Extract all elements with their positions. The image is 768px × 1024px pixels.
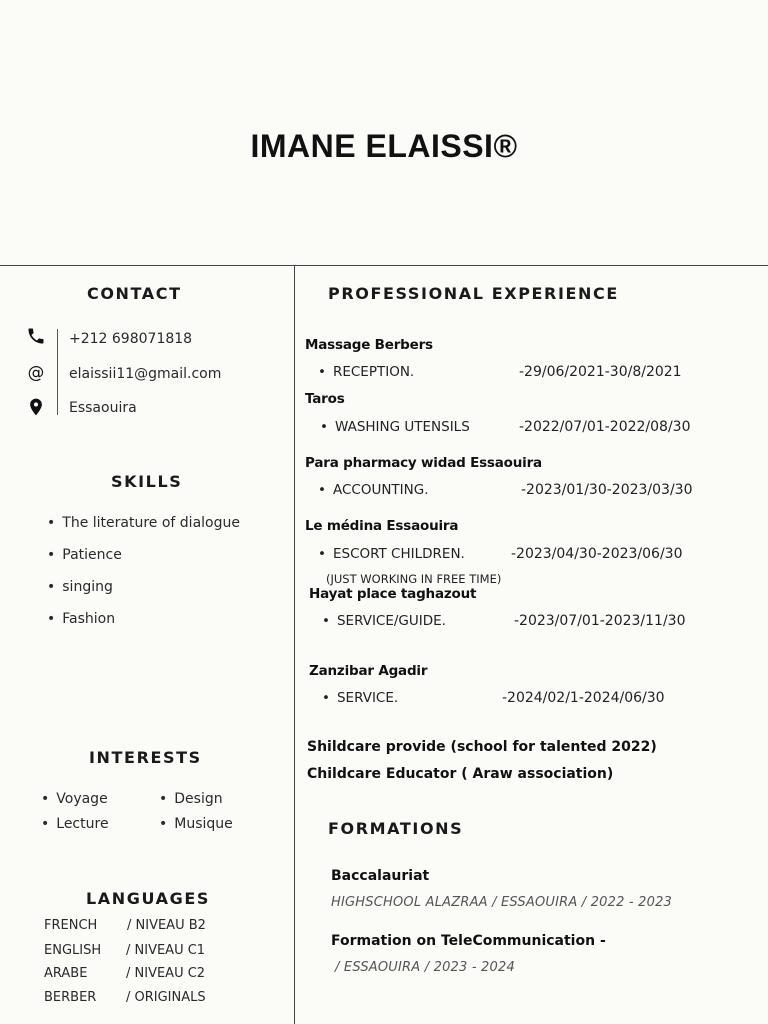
skill-item: • singing xyxy=(47,579,113,595)
job-company: Taros xyxy=(305,391,345,407)
language-name: ARABE xyxy=(44,966,88,981)
job-dates: -29/06/2021-30/8/2021 xyxy=(519,364,682,380)
location-pin-icon xyxy=(25,396,47,418)
language-level: / NIVEAU B2 xyxy=(127,918,206,933)
at-icon xyxy=(25,362,47,384)
job-role: • ACCOUNTING. xyxy=(318,482,429,498)
svg-text:@: @ xyxy=(27,363,45,382)
candidate-name: IMANE ELAISSI® xyxy=(250,128,518,164)
contact-title: CONTACT xyxy=(87,284,182,303)
extra-experience: Shildcare provide (school for talented 2022) xyxy=(307,739,657,755)
job-dates: -2023/01/30-2023/03/30 xyxy=(521,482,693,498)
job-dates: -2023/04/30-2023/06/30 xyxy=(511,546,683,562)
interest-item: • Voyage xyxy=(41,791,108,807)
formation-detail: HIGHSCHOOL ALAZRAA / ESSAOUIRA / 2022 - 2023 xyxy=(331,895,673,910)
job-company: Massage Berbers xyxy=(305,337,433,353)
contact-divider xyxy=(57,329,58,415)
skill-item: • The literature of dialogue xyxy=(47,515,240,531)
header-divider xyxy=(0,265,768,266)
job-company: Le médina Essaouira xyxy=(305,518,459,534)
job-role: • WASHING UTENSILS xyxy=(320,419,470,435)
experience-title: PROFESSIONAL EXPERIENCE xyxy=(328,284,619,303)
job-company: Zanzibar Agadir xyxy=(309,663,428,679)
job-dates: -2022/07/01-2022/08/30 xyxy=(519,419,691,435)
language-level: / ORIGINALS xyxy=(126,990,206,1005)
skill-item: • Patience xyxy=(47,547,122,563)
job-company: Hayat place taghazout xyxy=(309,586,477,602)
languages-title: LANGUAGES xyxy=(86,889,210,908)
language-name: FRENCH xyxy=(44,918,98,933)
phone-number: +212 698071818 xyxy=(69,331,193,347)
column-divider xyxy=(294,265,295,1024)
formation-title: Formation on TeleCommunication - xyxy=(331,933,606,949)
formation-detail: / ESSAOUIRA / 2023 - 2024 xyxy=(335,960,515,975)
phone-icon xyxy=(25,325,47,347)
email-address: elaissii11@gmail.com xyxy=(69,366,222,382)
job-role: • SERVICE/GUIDE. xyxy=(322,613,446,629)
interest-item: • Musique xyxy=(159,816,233,832)
language-level: / NIVEAU C2 xyxy=(126,966,206,981)
job-company: Para pharmacy widad Essaouira xyxy=(305,455,542,471)
job-role: • RECEPTION. xyxy=(318,364,414,380)
formation-title: Baccalauriat xyxy=(331,868,430,884)
job-role: • SERVICE. xyxy=(322,690,398,706)
language-level: / NIVEAU C1 xyxy=(126,943,206,958)
language-name: BERBER xyxy=(44,990,97,1005)
interest-item: • Design xyxy=(159,791,223,807)
language-name: ENGLISH xyxy=(44,943,102,958)
job-dates: -2024/02/1-2024/06/30 xyxy=(502,690,665,706)
location-text: Essaouira xyxy=(69,400,137,416)
job-role: • ESCORT CHILDREN. xyxy=(318,546,465,562)
extra-experience: Childcare Educator ( Araw association) xyxy=(307,766,614,782)
interests-title: INTERESTS xyxy=(89,748,202,767)
skills-title: SKILLS xyxy=(111,472,183,491)
job-dates: -2023/07/01-2023/11/30 xyxy=(514,613,686,629)
interest-item: • Lecture xyxy=(41,816,109,832)
skill-item: • Fashion xyxy=(47,611,115,627)
job-note: (JUST WORKING IN FREE TIME) xyxy=(326,572,502,586)
formations-title: FORMATIONS xyxy=(328,819,464,838)
